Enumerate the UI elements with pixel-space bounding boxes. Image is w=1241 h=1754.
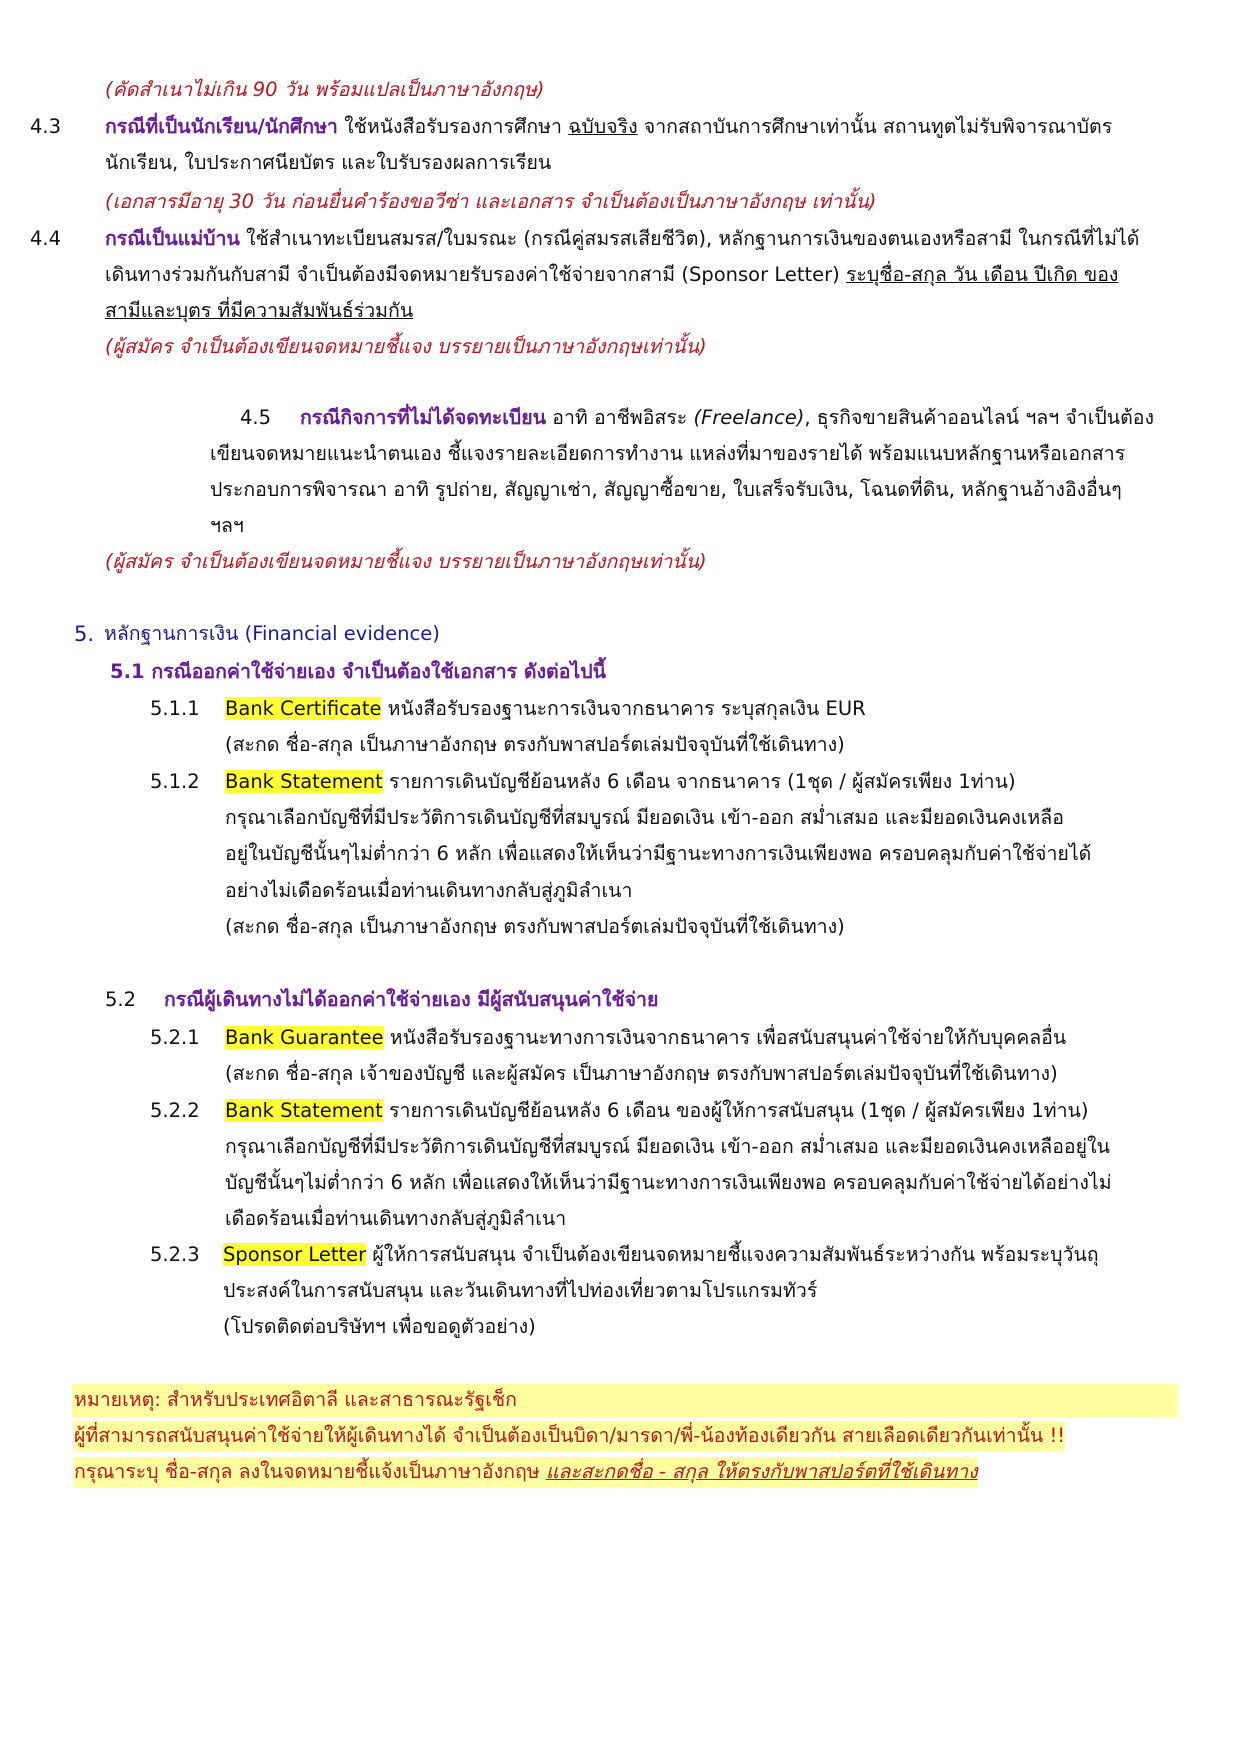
section-4-5-line-4: ฯลฯ xyxy=(210,514,244,537)
item-5-2-2-number: 5.2.2 xyxy=(150,1099,200,1122)
section-4-4-line-2 xyxy=(105,260,1118,290)
item-5-2-3-line-1 xyxy=(223,1240,1099,1270)
item-5-2-3-line-2: ประสงค์ในการสนับสนุน และวันเดินทางที่ไปท่องเที่ยวตามโปรแกรมทัวร์ xyxy=(223,1279,818,1302)
item-5-1-2-line-3: อยู่ในบัญชีนั้นๆไม่ต่ำกว่า 6 หลัก เพื่อแสดงให้เห็นว่ามีฐานะทางการเงินเพียงพอ ครอบคลุมกับค่าใช้จ่ายได้ xyxy=(225,842,1092,865)
item-5-1-1-line-1 xyxy=(225,694,866,724)
item-5-2-2-line-1 xyxy=(225,1096,1088,1126)
section-4-5-line-1 xyxy=(300,403,1154,433)
underlined-text: ฉบับจริง xyxy=(568,115,638,138)
sponsor-letter-label: Sponsor Letter xyxy=(223,1243,367,1266)
text: จากสถาบันการศึกษาเท่านั้น สถานทูตไม่รับพิจารณาบัตร xyxy=(637,115,1113,138)
section-4-4-line-3: สามีและบุตร ที่มีความสัมพันธ์ร่วมกัน xyxy=(105,299,414,322)
item-5-2-2-line-4: เดือดร้อนเมื่อท่านเดินทางกลับสู่ภูมิลำเนา xyxy=(225,1207,567,1230)
section-4-5-number: 4.5 xyxy=(240,406,272,429)
text: ผู้ให้การสนับสนุน จำเป็นต้องเขียนจดหมายชี้แจงความสัมพันธ์ระหว่างกัน พร้อมระบุวันถุ xyxy=(366,1243,1099,1266)
section-4-3-heading: กรณีที่เป็นนักเรียน/นักศึกษา xyxy=(105,115,338,138)
copy-note: (คัดสำเนาไม่เกิน 90 วัน พร้อมแปลเป็นภาษาอังกฤษ) xyxy=(105,78,545,101)
bank-statement-label: Bank Statement xyxy=(225,770,383,793)
text: เดินทางร่วมกันกับสามี จำเป็นต้องมีจดหมายรับรองค่าใช้จ่ายจากสามี (Sponsor Letter) xyxy=(105,263,846,286)
section-5-title: หลักฐานการเงิน (Financial evidence) xyxy=(104,622,440,645)
item-5-2-2-line-3: บัญชีนั้นๆไม่ต่ำกว่า 6 หลัก เพื่อแสดงให้เห็นว่ามีฐานะทางการเงินเพียงพอ ครอบคลุมกับค่าใช้จ่ายได้อย่างไม่ xyxy=(225,1171,1112,1194)
item-5-2-1-line-2: (สะกด ชื่อ-สกุล เจ้าของบัญชี และผู้สมัคร เป็นภาษาอังกฤษ ตรงกับพาสปอร์ตเล่มปัจจุบันที่ใช้เดินทาง) xyxy=(225,1062,1058,1085)
text: รายการเดินบัญชีย้อนหลัง 6 เดือน จากธนาคาร (1ชุด / ผู้สมัครเพียง 1ท่าน) xyxy=(382,770,1016,793)
section-4-4-line-1 xyxy=(105,224,1139,254)
section-4-4-heading: กรณีเป็นแม่บ้าน xyxy=(105,227,240,250)
text: , ธุรกิจขายสินค้าออนไลน์ ฯลฯ จำเป็นต้อง xyxy=(804,406,1155,429)
section-4-4-number: 4.4 xyxy=(30,227,62,250)
note-line-2: ผู้ที่สามารถสนับสนุนค่าใช้จ่ายให้ผู้เดินทางได้ จำเป็นต้องเป็นบิดา/มารดา/พี่-น้องท้องเดียวกัน สายเลือดเดียวกันเท่านั้น !! xyxy=(74,1421,1065,1451)
item-5-2-2-line-2: กรุณาเลือกบัญชีที่มีประวัติการเดินบัญชีที่สมบูรณ์ มียอดเงิน เข้า-ออก สม่ำเสมอ และมียอดเงินคงเหลืออยู่ใน xyxy=(225,1135,1110,1158)
item-5-1-1-number: 5.1.1 xyxy=(150,697,200,720)
item-5-2-3-number: 5.2.3 xyxy=(150,1243,200,1266)
section-4-5-note: (ผู้สมัคร จำเป็นต้องเขียนจดหมายชี้แจง บรรยายเป็นภาษาอังกฤษเท่านั้น) xyxy=(105,550,707,573)
section-4-3-note: (เอกสารมีอายุ 30 วัน ก่อนยื่นคำร้องขอวีซ่า และเอกสาร จำเป็นต้องเป็นภาษาอังกฤษ เท่านั้น) xyxy=(105,190,877,213)
section-4-3-line-1 xyxy=(105,112,1112,142)
section-4-3-number: 4.3 xyxy=(30,115,62,138)
item-5-2-3-line-3: (โปรดติดต่อบริษัทฯ เพื่อขอดูตัวอย่าง) xyxy=(223,1315,536,1338)
section-5-1-title: 5.1 กรณีออกค่าใช้จ่ายเอง จำเป็นต้องใช้เอกสาร ดังต่อไปนี้ xyxy=(110,660,606,683)
section-4-5-line-3: ประกอบการพิจารณา อาทิ รูปถ่าย, สัญญาเช่า, สัญญาซื้อขาย, ใบเสร็จรับเงิน, โฉนดที่ดิน, หลักฐานอ้างอิงอื่นๆ xyxy=(210,478,1122,501)
text: ใช้หนังสือรับรองการศึกษา xyxy=(337,115,569,138)
text: หนังสือรับรองฐานะทางการเงินจากธนาคาร เพื่อสนับสนุนค่าใช้จ่ายให้กับบุคคลอื่น xyxy=(383,1026,1067,1049)
bank-certificate-label: Bank Certificate xyxy=(225,697,382,720)
item-5-1-2-line-4: อย่างไม่เดือดร้อนเมื่อท่านเดินทางกลับสู่ภูมิลำเนา xyxy=(225,879,633,902)
text: อาทิ อาชีพอิสระ xyxy=(546,406,694,429)
bank-guarantee-label: Bank Guarantee xyxy=(225,1026,384,1049)
text: หนังสือรับรองฐานะการเงินจากธนาคาร ระบุสกุลเงิน EUR xyxy=(381,697,866,720)
text: ใช้สำเนาทะเบียนสมรส/ใบมรณะ (กรณีคู่สมรสเสียชีวิต), หลักฐานการเงินของตนเองหรือสามี ในกรณีที่ไม่ได้ xyxy=(239,227,1140,250)
section-5-2-title: กรณีผู้เดินทางไม่ได้ออกค่าใช้จ่ายเอง มีผู้สนับสนุนค่าใช้จ่าย xyxy=(164,988,659,1011)
item-5-1-2-line-1 xyxy=(225,767,1016,797)
text: รายการเดินบัญชีย้อนหลัง 6 เดือน ของผู้ให้การสนับสนุน (1ชุด / ผู้สมัครเพียง 1ท่าน) xyxy=(382,1099,1089,1122)
section-5-number: 5. xyxy=(74,622,95,646)
item-5-2-1-line-1 xyxy=(225,1023,1066,1053)
item-5-1-2-line-2: กรุณาเลือกบัญชีที่มีประวัติการเดินบัญชีที่สมบูรณ์ มียอดเงิน เข้า-ออก สม่ำเสมอ และมียอดเงินคงเหลือ xyxy=(225,806,1064,829)
section-4-5-line-2: เขียนจดหมายแนะนำตนเอง ชี้แจงรายละเอียดการทำงาน แหล่งที่มาของรายได้ พร้อมแนบหลักฐานหรือเอกสาร xyxy=(210,442,1126,465)
text: กรุณาระบุ ชื่อ-สกุล ลงในจดหมายชี้แจ้งเป็นภาษาอังกฤษ xyxy=(74,1460,546,1483)
section-4-3-line-2: นักเรียน, ใบประกาศนียบัตร และใบรับรองผลการเรียน xyxy=(105,151,552,174)
bank-statement-label: Bank Statement xyxy=(225,1099,383,1122)
underlined-italic-text: และสะกดชื่อ - สกุล ให้ตรงกับพาสปอร์ตที่ใช้เดินทาง xyxy=(545,1460,978,1483)
underlined-text: ระบุชื่อ-สกุล วัน เดือน ปีเกิด ของ xyxy=(845,263,1119,286)
item-5-1-2-number: 5.1.2 xyxy=(150,770,200,793)
note-line-1: หมายเหตุ: สำหรับประเทศอิตาลี และสาธารณะรัฐเช็ก xyxy=(74,1385,517,1415)
item-5-2-1-number: 5.2.1 xyxy=(150,1026,200,1049)
section-4-5-heading: กรณีกิจการที่ไม่ได้จดทะเบียน xyxy=(300,406,547,429)
section-4-4-note: (ผู้สมัคร จำเป็นต้องเขียนจดหมายชี้แจง บรรยายเป็นภาษาอังกฤษเท่านั้น) xyxy=(105,335,707,358)
note-line-3 xyxy=(74,1457,978,1487)
item-5-1-2-line-5: (สะกด ชื่อ-สกุล เป็นภาษาอังกฤษ ตรงกับพาสปอร์ตเล่มปัจจุบันที่ใช้เดินทาง) xyxy=(225,915,845,938)
italic-text: (Freelance) xyxy=(693,406,805,429)
section-5-2-number: 5.2 xyxy=(105,988,137,1011)
item-5-1-1-line-2: (สะกด ชื่อ-สกุล เป็นภาษาอังกฤษ ตรงกับพาสปอร์ตเล่มปัจจุบันที่ใช้เดินทาง) xyxy=(225,733,845,756)
